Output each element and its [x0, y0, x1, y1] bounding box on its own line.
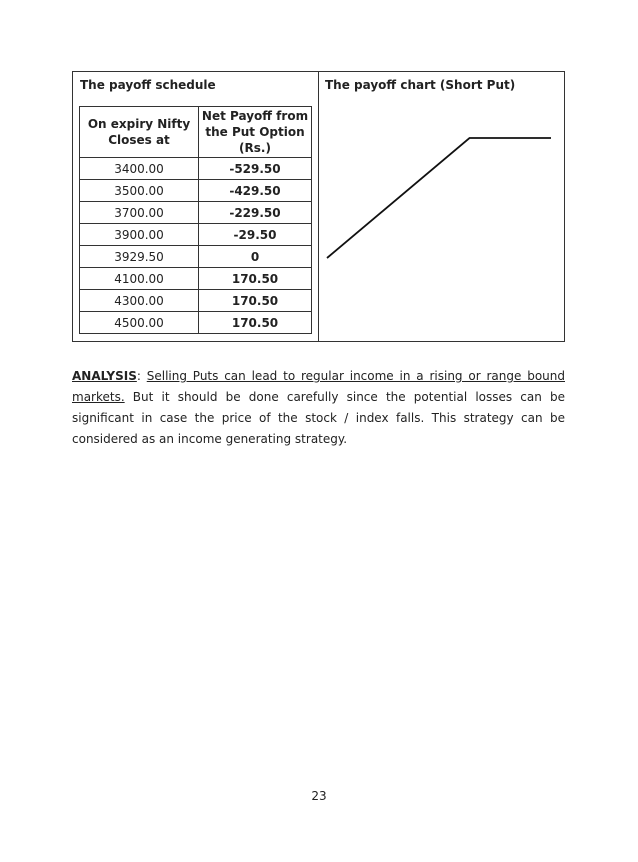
cell-close: 3500.00 [80, 180, 199, 202]
analysis-underlined-text: Selling Puts can lead to regular income in a rising or range bound markets. [72, 369, 565, 404]
cell-close: 4100.00 [80, 268, 199, 290]
table-row [80, 180, 312, 202]
short-put-payoff-chart [319, 102, 565, 302]
analysis-body-text: But it should be done carefully since the potential losses can be significant in case the price of the stock / index falls. This strategy can be considered as an income generating strategy. [72, 390, 565, 446]
cell-payoff: 0 [199, 246, 312, 268]
cell-close: 3400.00 [80, 158, 199, 180]
header-net-payoff: Net Payoff from the Put Option (Rs.) [199, 107, 312, 158]
cell-close: 4300.00 [80, 290, 199, 312]
payoff-line [327, 138, 551, 258]
analysis-colon: : [136, 369, 147, 383]
payoff-schedule-title: The payoff schedule [80, 78, 216, 92]
cell-close: 4500.00 [80, 312, 199, 334]
cell-payoff: -229.50 [199, 202, 312, 224]
payoff-chart-title: The payoff chart (Short Put) [325, 78, 516, 92]
page-number: 23 [311, 789, 327, 803]
cell-close: 3700.00 [80, 202, 199, 224]
cell-payoff: 170.50 [199, 268, 312, 290]
cell-close: 3900.00 [80, 224, 199, 246]
table-header-row [80, 107, 312, 158]
table-row [80, 246, 312, 268]
payoff-box [72, 71, 565, 342]
analysis-heading: ANALYSIS [72, 369, 137, 383]
cell-payoff: -429.50 [199, 180, 312, 202]
analysis-paragraph [72, 366, 565, 450]
table-row [80, 224, 312, 246]
table-row [80, 202, 312, 224]
table-row [80, 268, 312, 290]
table-row [80, 312, 312, 334]
header-expiry-close: On expiry Nifty Closes at [80, 107, 199, 158]
payoff-table [79, 106, 312, 334]
table-row [80, 290, 312, 312]
table-row [80, 158, 312, 180]
cell-payoff: 170.50 [199, 312, 312, 334]
cell-payoff: -529.50 [199, 158, 312, 180]
cell-close: 3929.50 [80, 246, 199, 268]
cell-payoff: 170.50 [199, 290, 312, 312]
cell-payoff: -29.50 [199, 224, 312, 246]
